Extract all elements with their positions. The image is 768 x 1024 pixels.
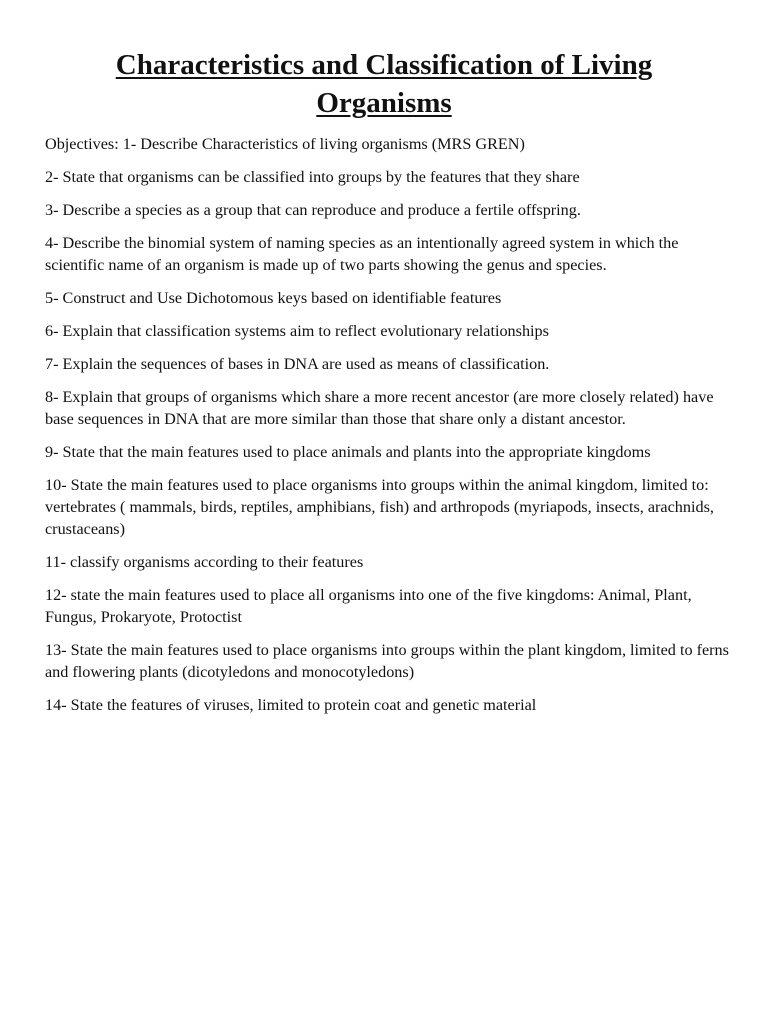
objective-item: 13- State the main features used to place organisms into groups within the plant kingdom, limited to ferns and flowering plants (dicotyledons and monocotyledons) — [45, 641, 729, 681]
document-title: Characteristics and Classification of Living Organisms — [115, 49, 653, 119]
objective-item: 8- Explain that groups of organisms which share a more recent ancestor (are more closely related) have base sequences in DNA that are more similar than those that share only a distant ancestor. — [45, 388, 714, 428]
objective-item: 11- classify organisms according to their features — [45, 553, 364, 571]
objective-item: 9- State that the main features used to place animals and plants into the appropriate kingdoms — [45, 443, 651, 461]
objective-item: 4- Describe the binomial system of naming species as an intentionally agreed system in which the scientific name of an organism is made up of two parts showing the genus and species. — [45, 234, 679, 274]
objective-item: 14- State the features of viruses, limited to protein coat and genetic material — [45, 696, 537, 714]
objective-item: 3- Describe a species as a group that can reproduce and produce a fertile offspring. — [45, 201, 581, 219]
objective-item: 12- state the main features used to place all organisms into one of the five kingdoms: Animal, Plant, Fungus, Prokaryote, Protoctist — [45, 586, 692, 626]
objectives-list — [45, 133, 735, 727]
objective-item: 7- Explain the sequences of bases in DNA are used as means of classification. — [45, 355, 550, 373]
objective-item: Objectives: 1- Describe Characteristics of living organisms (MRS GREN) — [45, 135, 525, 153]
objective-item: 2- State that organisms can be classified into groups by the features that they share — [45, 168, 580, 186]
objective-item: 10- State the main features used to place organisms into groups within the animal kingdom, limited to: vertebrates ( mammals, birds, reptiles, amphibians, fish) and arthropods (myriapods, insects, arachnids, crustaceans) — [45, 476, 714, 538]
objective-item: 6- Explain that classification systems aim to reflect evolutionary relationships — [45, 322, 549, 340]
objective-item: 5- Construct and Use Dichotomous keys based on identifiable features — [45, 289, 502, 307]
